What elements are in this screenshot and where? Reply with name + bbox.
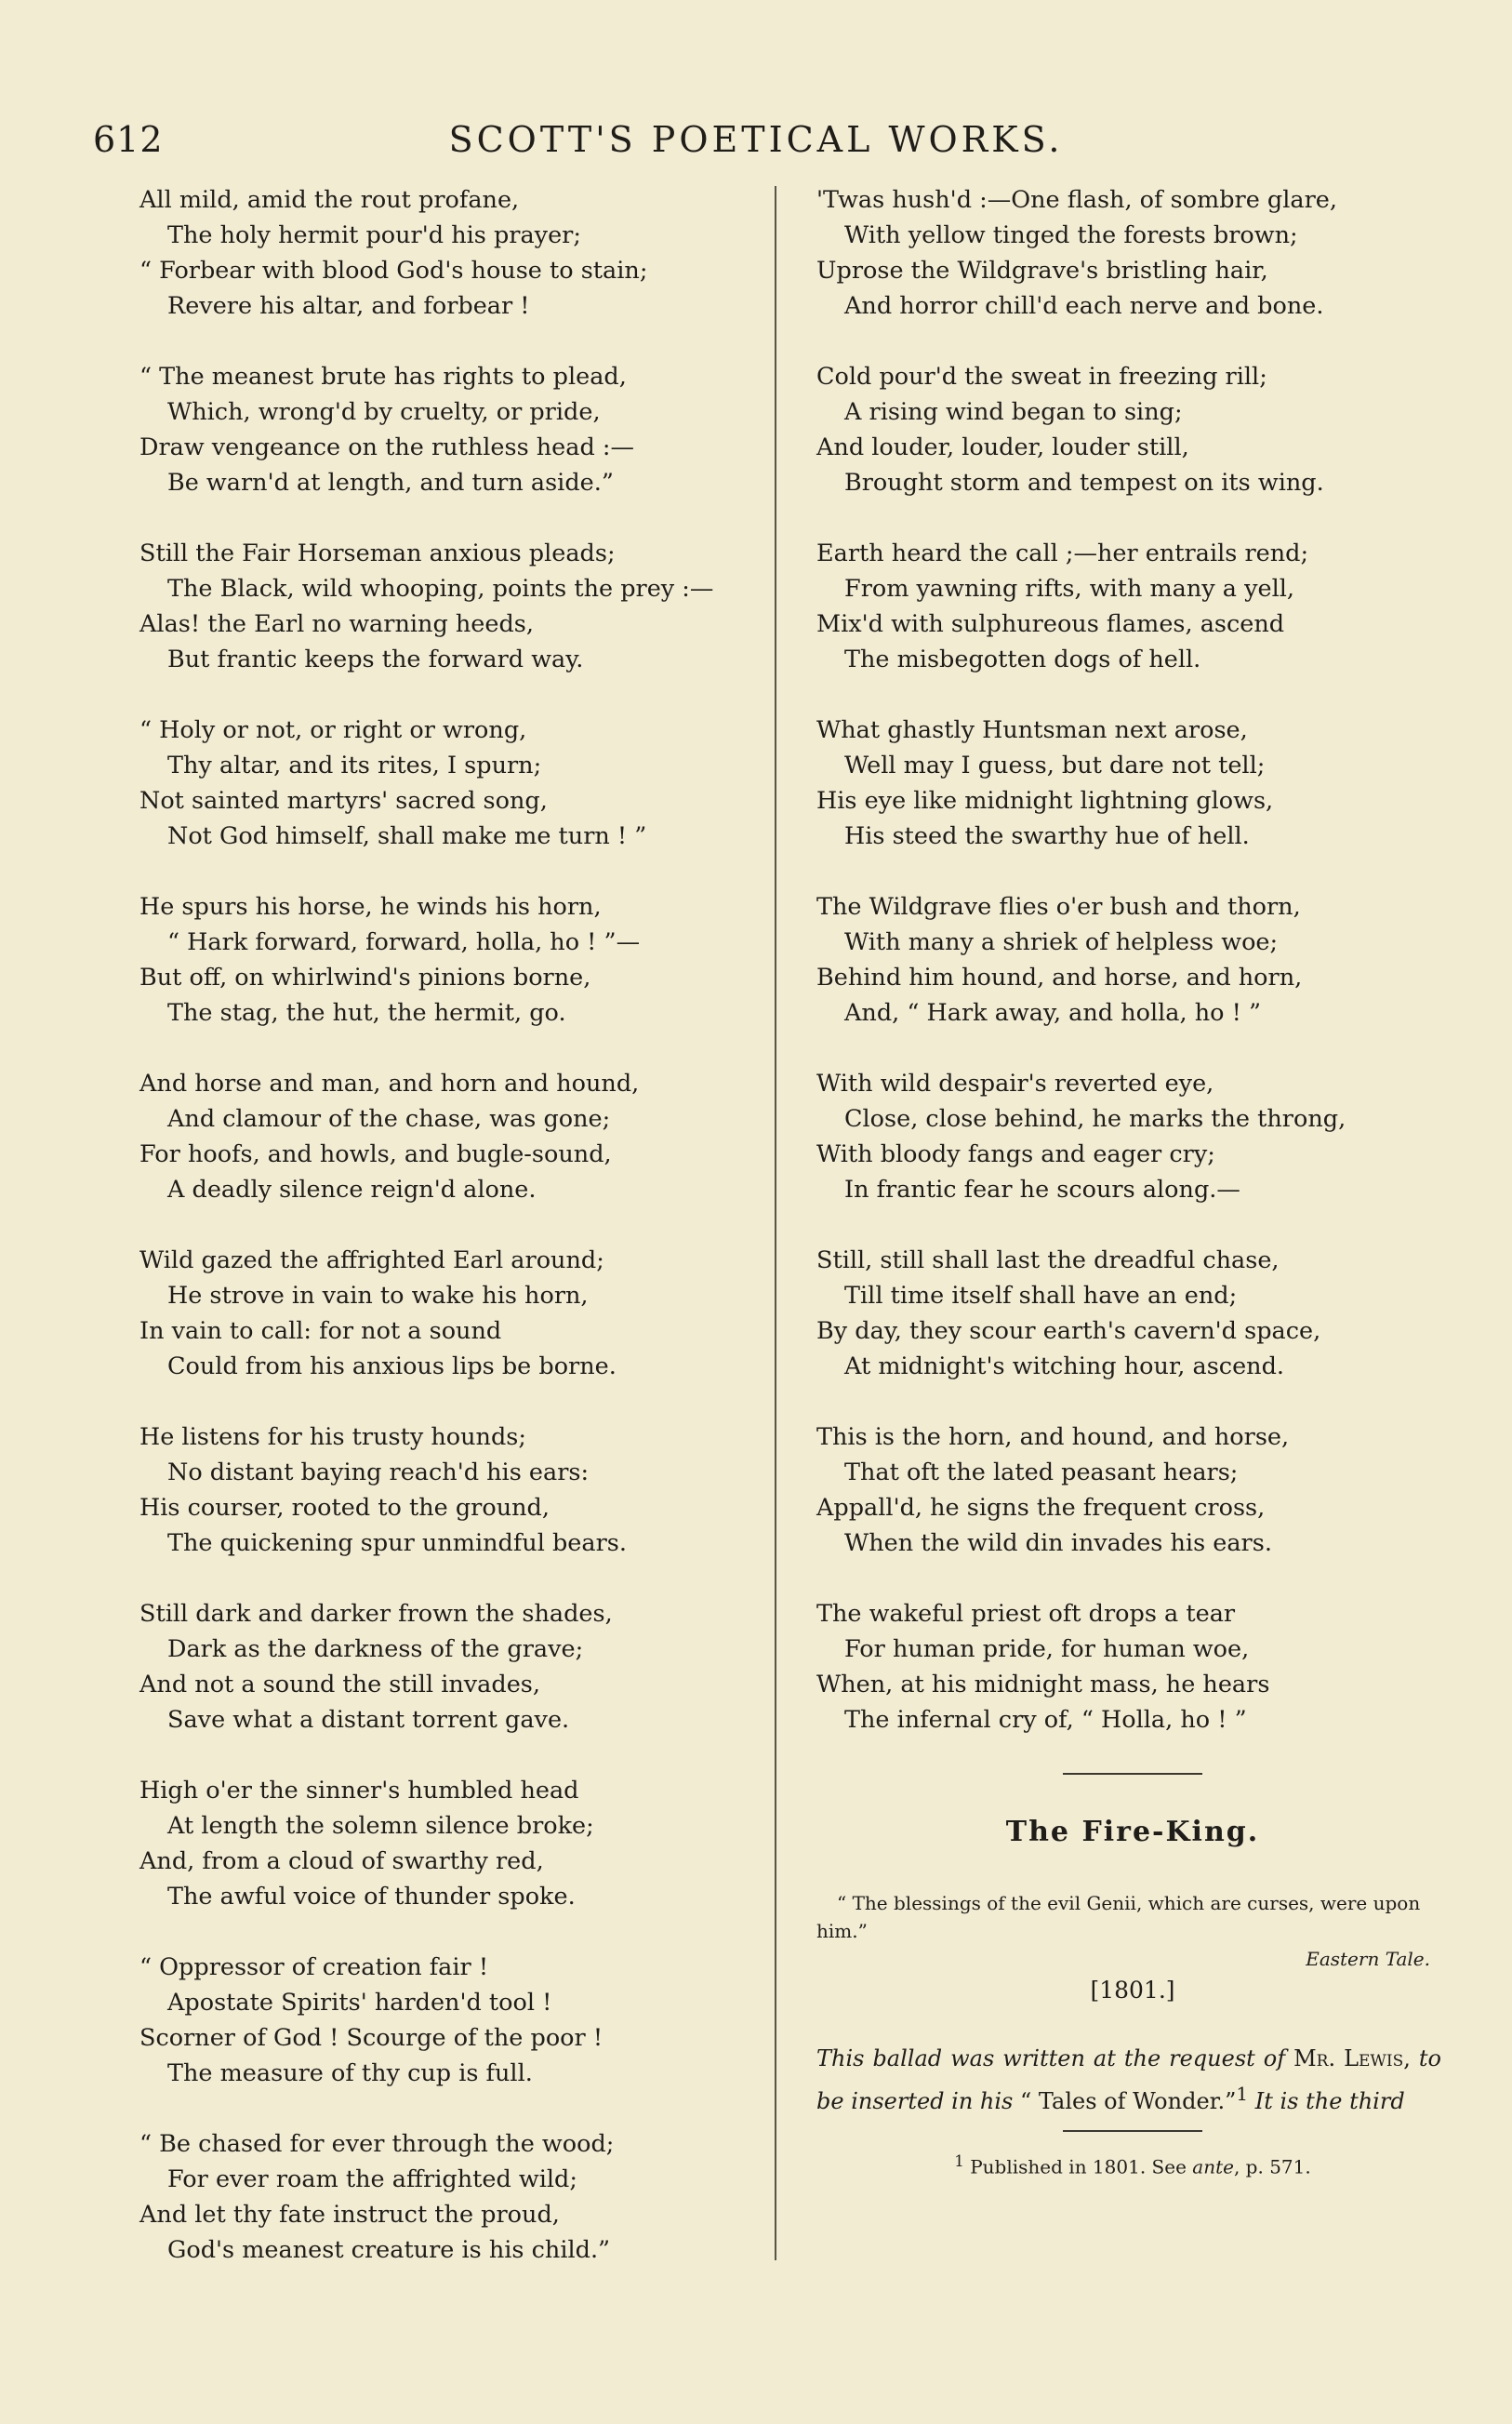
page-header xyxy=(0,119,1512,175)
verse-line: “ Hark forward, forward, holla, ho ! ”— xyxy=(167,928,641,956)
stanza xyxy=(816,182,1449,324)
stanza xyxy=(139,536,772,677)
verse-line: The measure of thy cup is full. xyxy=(167,2059,533,2087)
verse-line: Still the Fair Horseman anxious pleads; xyxy=(139,539,616,567)
verse-line: With wild despair's reverted eye, xyxy=(816,1070,1214,1098)
verse-line: Still, still shall last the dreadful chase, xyxy=(816,1246,1280,1274)
verse-line: And clamour of the chase, was gone; xyxy=(167,1105,611,1133)
verse-line: “ Oppressor of creation fair ! xyxy=(139,1953,489,1981)
poem-date: [1801.] xyxy=(1090,1977,1175,2004)
stanza xyxy=(816,1243,1449,1384)
footnote-ref: 1 xyxy=(1236,2083,1249,2105)
footnote-text-after: , p. 571. xyxy=(1233,2155,1311,2178)
page-number: 612 xyxy=(93,119,164,160)
verse-line: The infernal cry of, “ Holla, ho ! ” xyxy=(844,1706,1247,1734)
verse-line: For hoofs, and howls, and bugle-sound, xyxy=(139,1140,612,1168)
verse-line: Scorner of God ! Scourge of the poor ! xyxy=(139,2024,603,2052)
verse-line: His steed the swarthy hue of hell. xyxy=(844,822,1250,850)
verse-line: A deadly silence reign'd alone. xyxy=(167,1176,537,1204)
footnote-rule xyxy=(1063,2130,1202,2132)
intro-part3: It is the third xyxy=(1248,2088,1405,2114)
verse-line: Alas! the Earl no warning heeds, xyxy=(139,610,534,638)
stanza xyxy=(139,182,772,324)
intro-note xyxy=(816,2041,1449,2119)
verse-line: “ The meanest brute has rights to plead, xyxy=(139,363,627,391)
verse-line: Wild gazed the affrighted Earl around; xyxy=(139,1246,604,1274)
stanza xyxy=(139,1419,772,1561)
verse-line: That oft the lated peasant hears; xyxy=(844,1458,1239,1486)
verse-line: Not sainted martyrs' sacred song, xyxy=(139,787,548,815)
verse-line: The Wildgrave flies o'er bush and thorn, xyxy=(816,893,1301,921)
footnote-text-before: Published in 1801. See xyxy=(963,2155,1193,2178)
verse-line: The stag, the hut, the hermit, go. xyxy=(167,999,566,1027)
verse-line: For human pride, for human woe, xyxy=(844,1635,1250,1663)
verse-line: Brought storm and tempest on its wing. xyxy=(844,469,1324,497)
intro-name: Mr. Lewis, xyxy=(1293,2045,1411,2071)
right-column xyxy=(816,182,1449,2178)
epigraph-source: Eastern Tale. xyxy=(1306,1948,1430,1970)
verse-line: When the wild din invades his ears. xyxy=(844,1529,1272,1557)
verse-line: His eye like midnight lightning glows, xyxy=(816,787,1274,815)
stanza xyxy=(816,1596,1449,1738)
verse-line: Till time itself shall have an end; xyxy=(844,1282,1238,1310)
verse-line: But off, on whirlwind's pinions borne, xyxy=(139,964,591,992)
verse-line: He strove in vain to wake his horn, xyxy=(167,1282,589,1310)
intro-part2: to be inserted in his xyxy=(816,2045,1441,2114)
verse-line: With many a shriek of helpless woe; xyxy=(844,928,1279,956)
verse-line: What ghastly Huntsman next arose, xyxy=(816,716,1248,744)
verse-line: And not a sound the still invades, xyxy=(139,1671,540,1698)
stanza xyxy=(816,1419,1449,1561)
verse-line: Draw vengeance on the ruthless head :— xyxy=(139,433,635,461)
verse-line: “ Holy or not, or right or wrong, xyxy=(139,716,527,744)
verse-line: Be warn'd at length, and turn aside.” xyxy=(167,469,614,497)
verse-line: Cold pour'd the sweat in freezing rill; xyxy=(816,363,1267,391)
verse-line: Earth heard the call ;—her entrails rend; xyxy=(816,539,1309,567)
verse-line: Apostate Spirits' harden'd tool ! xyxy=(167,1989,552,2017)
verse-line: Mix'd with sulphureous flames, ascend xyxy=(816,610,1285,638)
verse-line: Dark as the darkness of the grave; xyxy=(167,1635,584,1663)
footnote-marker: 1 xyxy=(954,2152,964,2170)
verse-line: God's meanest creature is his child.” xyxy=(167,2236,611,2264)
verse-line: The Black, wild whooping, points the prey :— xyxy=(167,575,714,603)
poem-title: The Fire-King. xyxy=(1005,1816,1260,1848)
epigraph xyxy=(816,1889,1449,1973)
stanza xyxy=(139,1773,772,1914)
column-divider xyxy=(775,186,776,2260)
verse-line: Close, close behind, he marks the throng, xyxy=(844,1105,1346,1133)
verse-line: Save what a distant torrent gave. xyxy=(167,1706,570,1734)
verse-line: And let thy fate instruct the proud, xyxy=(139,2201,560,2229)
verse-line: From yawning rifts, with many a yell, xyxy=(844,575,1295,603)
running-title: SCOTT'S POETICAL WORKS. xyxy=(448,119,1064,160)
verse-line: And louder, louder, louder still, xyxy=(816,433,1189,461)
verse-line: And, “ Hark away, and holla, ho ! ” xyxy=(844,999,1261,1027)
intro-book: “ Tales of Wonder.” xyxy=(1020,2088,1237,2114)
verse-line: He spurs his horse, he winds his horn, xyxy=(139,893,602,921)
verse-line: 'Twas hush'd :—One flash, of sombre glare, xyxy=(816,186,1337,214)
verse-line: At midnight's witching hour, ascend. xyxy=(844,1352,1285,1380)
epigraph-text: “ The blessings of the evil Genii, which are curses, were upon him.” xyxy=(816,1892,1421,1942)
stanza xyxy=(816,1066,1449,1207)
stanza xyxy=(139,2126,772,2268)
stanza xyxy=(816,713,1449,854)
verse-line: Uprose the Wildgrave's bristling hair, xyxy=(816,257,1268,285)
intro-part1: This ballad was written at the request of xyxy=(816,2045,1294,2071)
stanza xyxy=(139,1950,772,2091)
stanza xyxy=(816,536,1449,677)
verse-line: But frantic keeps the forward way. xyxy=(167,646,584,673)
verse-line: This is the horn, and hound, and horse, xyxy=(816,1423,1290,1451)
verse-line: In vain to call: for not a sound xyxy=(139,1317,502,1345)
stanza xyxy=(816,359,1449,500)
verse-line: And horror chill'd each nerve and bone. xyxy=(844,292,1324,320)
verse-line: A rising wind began to sing; xyxy=(844,398,1183,426)
verse-line: With yellow tinged the forests brown; xyxy=(844,221,1298,249)
verse-line: Not God himself, shall make me turn ! ” xyxy=(167,822,647,850)
verse-line: Still dark and darker frown the shades, xyxy=(139,1600,613,1628)
verse-line: Revere his altar, and forbear ! xyxy=(167,292,530,320)
verse-line: In frantic fear he scours along.— xyxy=(844,1176,1240,1204)
verse-line: The misbegotten dogs of hell. xyxy=(844,646,1201,673)
verse-line: His courser, rooted to the ground, xyxy=(139,1494,550,1522)
verse-line: And, from a cloud of swarthy red, xyxy=(139,1847,544,1875)
verse-line: Which, wrong'd by cruelty, or pride, xyxy=(167,398,601,426)
stanza xyxy=(816,889,1449,1031)
verse-line: The holy hermit pour'd his prayer; xyxy=(167,221,581,249)
verse-line: Thy altar, and its rites, I spurn; xyxy=(167,752,542,779)
footnote-ante: ante xyxy=(1192,2155,1234,2178)
stanza xyxy=(139,713,772,854)
verse-line: By day, they scour earth's cavern'd space, xyxy=(816,1317,1321,1345)
verse-line: All mild, amid the rout profane, xyxy=(139,186,520,214)
stanza xyxy=(139,1596,772,1738)
verse-line: And horse and man, and horn and hound, xyxy=(139,1070,640,1098)
right-column-stanzas xyxy=(816,182,1449,1738)
stanza xyxy=(139,1243,772,1384)
verse-line: Well may I guess, but dare not tell; xyxy=(844,752,1266,779)
verse-line: “ Be chased for ever through the wood; xyxy=(139,2130,615,2158)
verse-line: Appall'd, he signs the frequent cross, xyxy=(816,1494,1266,1522)
verse-line: “ Forbear with blood God's house to stain; xyxy=(139,257,648,285)
section-rule xyxy=(1063,1773,1202,1775)
left-column xyxy=(139,182,772,2303)
verse-line: The awful voice of thunder spoke. xyxy=(167,1883,576,1911)
verse-line: At length the solemn silence broke; xyxy=(167,1812,594,1840)
verse-line: The quickening spur unmindful bears. xyxy=(167,1529,627,1557)
verse-line: Could from his anxious lips be borne. xyxy=(167,1352,617,1380)
verse-line: The wakeful priest oft drops a tear xyxy=(816,1600,1236,1628)
verse-line: For ever roam the affrighted wild; xyxy=(167,2165,577,2193)
stanza xyxy=(139,1066,772,1207)
verse-line: Behind him hound, and horse, and horn, xyxy=(816,964,1303,992)
stanza xyxy=(139,359,772,500)
verse-line: He listens for his trusty hounds; xyxy=(139,1423,526,1451)
verse-line: No distant baying reach'd his ears: xyxy=(167,1458,590,1486)
footnote xyxy=(816,2152,1449,2178)
verse-line: With bloody fangs and eager cry; xyxy=(816,1140,1215,1168)
verse-line: When, at his midnight mass, he hears xyxy=(816,1671,1270,1698)
stanza xyxy=(139,889,772,1031)
verse-line: High o'er the sinner's humbled head xyxy=(139,1777,579,1805)
